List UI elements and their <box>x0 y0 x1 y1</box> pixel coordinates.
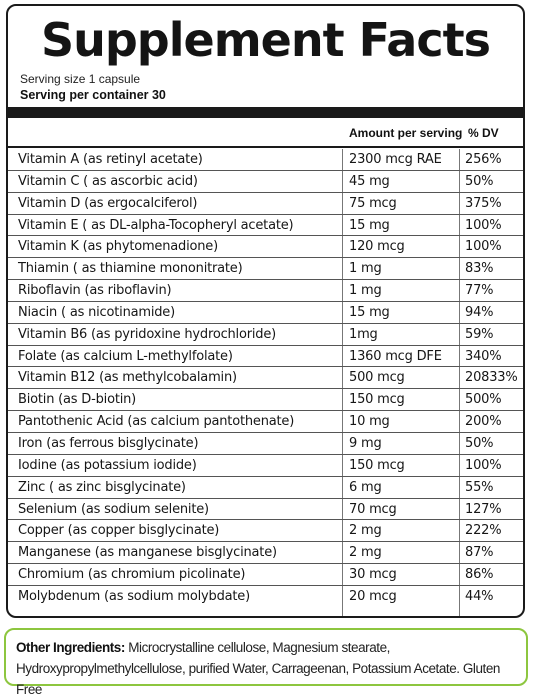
nutrient-name: Vitamin B6 (as pyridoxine hydrochloride) <box>18 326 277 342</box>
nutrient-amount: 15 mg <box>349 217 390 233</box>
nutrient-amount: 70 mcg <box>349 501 397 517</box>
other-ingredients-text: Microcrystalline cellulose, Magnesium stearate, Hydroxypropylmethylcellulose, purified Water, Carrageenan, Potassium Acetate. Gluten Free <box>16 640 500 697</box>
nutrient-name: Niacin ( as nicotinamide) <box>18 304 175 320</box>
nutrient-name: Thiamin ( as thiamine mononitrate) <box>18 261 243 277</box>
nutrient-dv: 87% <box>465 545 494 561</box>
column-header-dv: % DV <box>468 126 499 140</box>
nutrient-amount: 2 mg <box>349 523 382 539</box>
nutrient-dv: 375% <box>465 195 502 211</box>
servings-per-container: Serving per container 30 <box>20 88 166 102</box>
nutrient-dv: 77% <box>465 283 494 299</box>
nutrient-name: Iron (as ferrous bisglycinate) <box>18 435 199 451</box>
nutrient-name: Vitamin C ( as ascorbic acid) <box>18 173 198 189</box>
nutrient-row <box>8 586 523 608</box>
other-ingredients-box <box>4 628 528 697</box>
nutrient-name: Pantothenic Acid (as calcium pantothenate) <box>18 414 295 430</box>
nutrient-amount: 2300 mcg RAE <box>349 152 442 167</box>
nutrient-dv: 100% <box>465 217 502 233</box>
nutrient-name: Vitamin D (as ergocalciferol) <box>18 195 198 211</box>
nutrient-name: Molybdenum (as sodium molybdate) <box>18 588 250 604</box>
nutrient-name: Vitamin K (as phytomenadione) <box>18 239 218 255</box>
nutrient-row <box>8 215 523 237</box>
nutrient-amount: 2 mg <box>349 545 382 561</box>
nutrient-dv: 100% <box>465 239 502 255</box>
nutrient-amount: 30 mcg <box>349 567 397 583</box>
nutrient-amount: 10 mg <box>349 414 390 430</box>
nutrient-amount: 75 mcg <box>349 195 397 211</box>
nutrient-amount: 15 mg <box>349 304 390 320</box>
thick-divider <box>8 107 523 118</box>
nutrient-dv: 256% <box>465 152 502 167</box>
nutrient-row <box>8 324 523 346</box>
nutrient-name: Copper (as copper bisglycinate) <box>18 523 220 539</box>
nutrient-name: Iodine (as potassium iodide) <box>18 457 197 473</box>
other-ingredients-label: Other Ingredients: <box>16 640 125 655</box>
nutrient-amount: 45 mg <box>349 173 390 189</box>
nutrient-row <box>8 564 523 586</box>
nutrient-dv: 500% <box>465 392 502 408</box>
nutrient-row <box>8 520 523 542</box>
nutrient-dv: 86% <box>465 567 494 583</box>
nutrient-row <box>8 258 523 280</box>
nutrient-dv: 20833% <box>465 370 518 386</box>
nutrient-amount: 150 mcg <box>349 392 405 408</box>
nutrient-amount: 120 mcg <box>349 239 405 255</box>
nutrient-dv: 127% <box>465 501 502 517</box>
nutrient-dv: 44% <box>465 588 494 604</box>
nutrient-row <box>8 149 523 171</box>
nutrient-name: Selenium (as sodium selenite) <box>18 501 209 517</box>
nutrient-row <box>8 346 523 368</box>
nutrient-dv: 100% <box>465 457 502 473</box>
nutrient-name: Riboflavin (as riboflavin) <box>18 283 172 299</box>
column-header-amount: Amount per serving <box>349 126 463 140</box>
nutrient-amount: 150 mcg <box>349 457 405 473</box>
nutrient-amount: 500 mcg <box>349 370 405 386</box>
nutrient-row <box>8 389 523 411</box>
serving-size: Serving size 1 capsule <box>20 72 141 86</box>
nutrient-name: Chromium (as chromium picolinate) <box>18 567 246 583</box>
nutrient-row <box>8 302 523 324</box>
nutrient-name: Vitamin A (as retinyl acetate) <box>18 152 203 167</box>
nutrient-amount: 1mg <box>349 326 378 342</box>
nutrient-dv: 94% <box>465 304 494 320</box>
nutrient-amount: 1 mg <box>349 283 382 299</box>
nutrient-name: Vitamin E ( as DL-alpha-Tocopheryl acetate) <box>18 217 294 233</box>
nutrient-row <box>8 499 523 521</box>
nutrient-dv: 55% <box>465 479 494 495</box>
nutrient-amount: 6 mg <box>349 479 382 495</box>
nutrient-dv: 222% <box>465 523 502 539</box>
nutrient-dv: 200% <box>465 414 502 430</box>
nutrient-amount: 20 mcg <box>349 588 397 604</box>
nutrient-row <box>8 171 523 193</box>
nutrient-name: Folate (as calcium L-methylfolate) <box>18 348 233 364</box>
nutrient-row <box>8 455 523 477</box>
panel-title: Supplement Facts <box>41 13 490 67</box>
nutrient-name: Zinc ( as zinc bisglycinate) <box>18 479 186 495</box>
nutrient-dv: 59% <box>465 326 494 342</box>
nutrient-row <box>8 477 523 499</box>
nutrient-table <box>8 149 523 608</box>
nutrient-amount: 1 mg <box>349 261 382 277</box>
supplement-facts-panel <box>6 4 525 618</box>
nutrient-amount: 1360 mcg DFE <box>349 348 442 364</box>
nutrient-name: Vitamin B12 (as methylcobalamin) <box>18 370 237 386</box>
nutrient-row <box>8 280 523 302</box>
nutrient-dv: 340% <box>465 348 502 364</box>
nutrient-dv: 83% <box>465 261 494 277</box>
nutrient-dv: 50% <box>465 173 494 189</box>
nutrient-row <box>8 193 523 215</box>
nutrient-name: Biotin (as D-biotin) <box>18 392 137 408</box>
nutrient-name: Manganese (as manganese bisglycinate) <box>18 545 277 561</box>
nutrient-row <box>8 367 523 389</box>
nutrient-dv: 50% <box>465 435 494 451</box>
nutrient-row <box>8 411 523 433</box>
nutrient-row <box>8 236 523 258</box>
header-divider <box>8 146 523 148</box>
nutrient-row <box>8 542 523 564</box>
nutrient-amount: 9 mg <box>349 435 382 451</box>
nutrient-row <box>8 433 523 455</box>
